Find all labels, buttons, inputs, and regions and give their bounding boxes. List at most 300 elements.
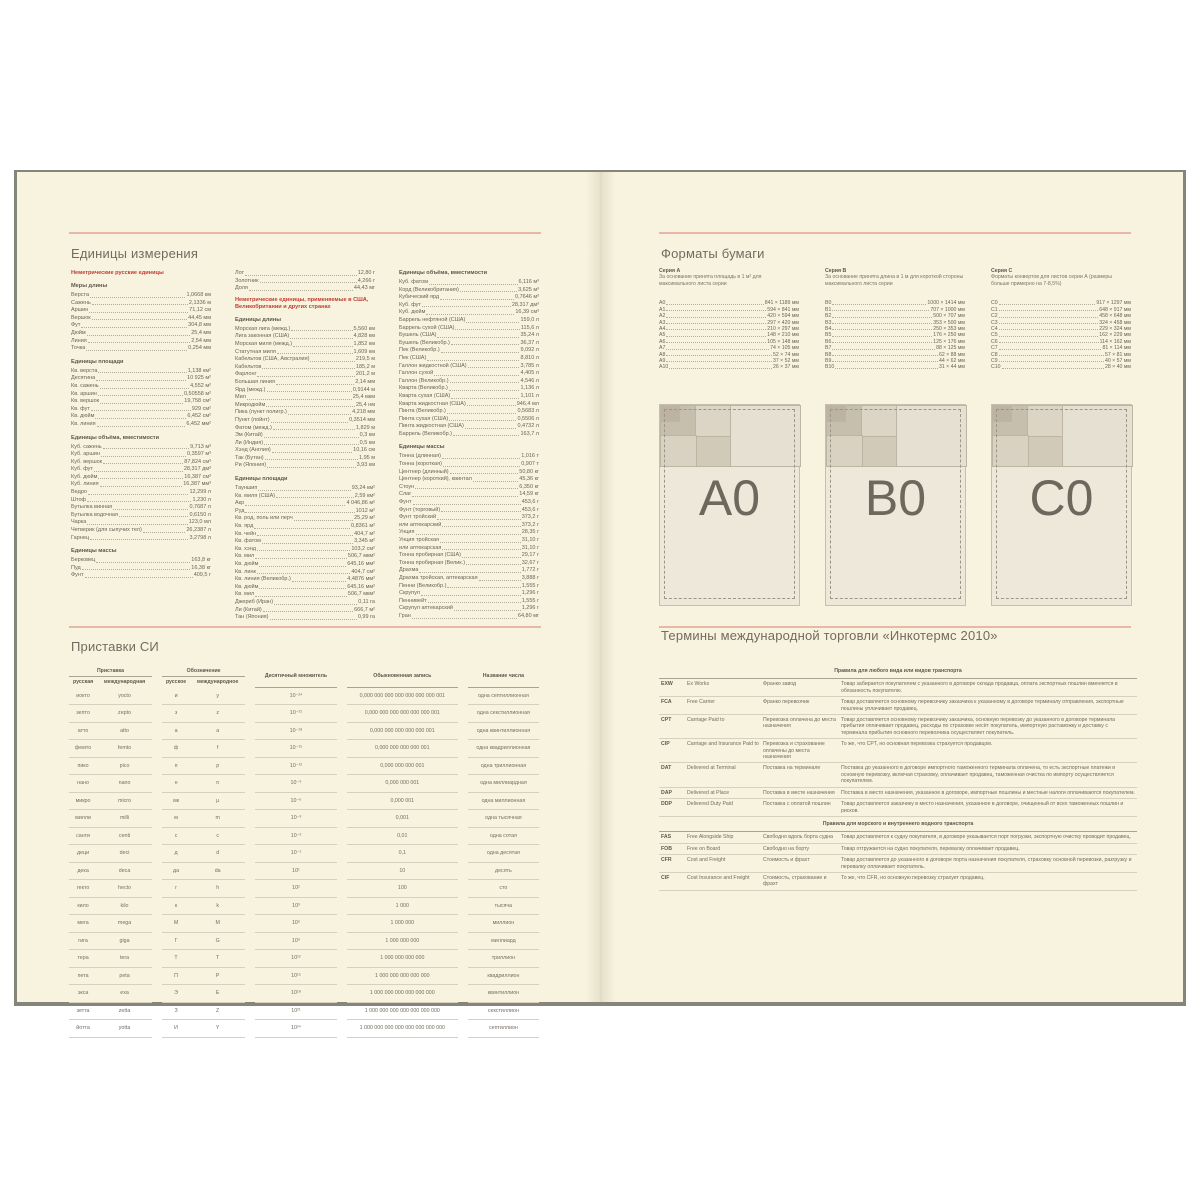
units-col2-heading: Неметрические единицы, применяемые в США, Великобритании и других странах bbox=[235, 296, 369, 310]
unit-row bbox=[399, 476, 539, 484]
unit-name: Большая линия bbox=[235, 378, 275, 385]
si-cell: deca bbox=[97, 862, 152, 880]
unit-value: 4,218 мм bbox=[352, 409, 375, 416]
unit-name: Фунт bbox=[71, 572, 84, 579]
si-gap bbox=[152, 810, 162, 828]
unit-name: или аптекарская bbox=[399, 544, 442, 551]
unit-value: 0,7646 м³ bbox=[515, 294, 539, 301]
unit-name: или аптекарский bbox=[399, 521, 442, 528]
dot-leader bbox=[254, 528, 350, 529]
si-cell: 1 000 bbox=[347, 897, 458, 915]
unit-row bbox=[235, 561, 375, 569]
si-gap bbox=[152, 985, 162, 1003]
unit-name: Кварта (Великобр.) bbox=[399, 385, 448, 392]
dot-leader bbox=[257, 550, 350, 551]
dot-leader bbox=[87, 335, 190, 336]
unit-name: C0 bbox=[991, 300, 998, 307]
unit-name: A3 bbox=[659, 319, 666, 326]
incoterm-russian: Поставка на терминале bbox=[761, 763, 839, 787]
incoterms-group-title: Правила для любого вида или видов транспорта bbox=[659, 664, 1137, 679]
unit-value: 1,136 л bbox=[520, 385, 539, 392]
si-gap bbox=[152, 950, 162, 968]
si-cell: yocto bbox=[97, 687, 152, 705]
dot-leader bbox=[999, 361, 1104, 362]
unit-name: Центнер (длинный) bbox=[399, 468, 449, 475]
si-cell: 10³ bbox=[255, 897, 337, 915]
dot-leader bbox=[455, 329, 519, 330]
unit-name: A10 bbox=[659, 364, 669, 371]
unit-value: 353 × 500 мм bbox=[933, 319, 965, 326]
dot-leader bbox=[100, 388, 189, 389]
si-cell: иокто bbox=[69, 687, 97, 705]
unit-row bbox=[399, 583, 539, 591]
si-cell: йотта bbox=[69, 1020, 97, 1038]
unit-name: Фут bbox=[71, 322, 81, 329]
unit-name: Лот bbox=[235, 270, 245, 276]
unit-name: Галлон жидкостной (США) bbox=[399, 362, 467, 369]
dot-leader bbox=[666, 361, 772, 362]
dot-leader bbox=[245, 505, 345, 506]
unit-name: Кв. вершок bbox=[71, 398, 100, 405]
si-cell: deci bbox=[97, 845, 152, 863]
si-cell: одна септиллионная bbox=[468, 687, 539, 705]
dot-leader bbox=[86, 350, 187, 351]
unit-value: 917 × 1297 мм bbox=[1096, 300, 1131, 307]
dot-leader bbox=[419, 572, 520, 573]
si-row bbox=[69, 792, 539, 810]
unit-name: Пеннивейт bbox=[399, 597, 427, 604]
unit-name: C4 bbox=[991, 326, 998, 333]
unit-value: 0,50558 м² bbox=[183, 390, 211, 397]
unit-row bbox=[71, 481, 211, 489]
unit-row bbox=[399, 461, 539, 469]
dot-leader bbox=[460, 291, 517, 292]
unit-row bbox=[71, 459, 211, 467]
si-cell: триллион bbox=[468, 950, 539, 968]
unit-row bbox=[71, 444, 211, 452]
si-cell: 0,000 000 001 bbox=[347, 775, 458, 793]
si-gap bbox=[337, 950, 347, 968]
unit-name: Верста bbox=[71, 292, 90, 298]
unit-row bbox=[399, 560, 539, 568]
si-cell: pico bbox=[97, 757, 152, 775]
si-gap bbox=[337, 880, 347, 898]
si-cell: П bbox=[162, 967, 190, 985]
unit-value: 163,8 кг bbox=[191, 557, 211, 564]
units-rule bbox=[69, 232, 541, 234]
si-gap bbox=[458, 862, 468, 880]
unit-name: Тан (Япония) bbox=[235, 614, 269, 621]
si-cell: 10⁻⁶ bbox=[255, 792, 337, 810]
si-row bbox=[69, 827, 539, 845]
si-cell: hecto bbox=[97, 880, 152, 898]
dot-leader bbox=[294, 520, 353, 521]
si-cell: Z bbox=[190, 1002, 245, 1020]
unit-name: C3 bbox=[991, 319, 998, 326]
dot-leader bbox=[479, 580, 521, 581]
si-gap bbox=[245, 862, 255, 880]
unit-name: Кварта сухая (США) bbox=[399, 392, 451, 399]
unit-row bbox=[399, 363, 539, 371]
unit-name: Лига законная (США) bbox=[235, 333, 290, 340]
si-cell: п bbox=[162, 757, 190, 775]
unit-value: 25,4 нм bbox=[355, 401, 375, 408]
unit-name: Корд (Великобритания) bbox=[399, 286, 459, 293]
unit-value: 0,11 га bbox=[358, 598, 375, 605]
si-cell: a bbox=[190, 722, 245, 740]
si-gap bbox=[152, 705, 162, 723]
unit-row bbox=[399, 385, 539, 393]
incoterm-code: DDP bbox=[659, 799, 685, 817]
unit-value: 4,552 м² bbox=[190, 382, 211, 389]
si-cell: 1 000 000 000 000 000 000 bbox=[347, 985, 458, 1003]
unit-row bbox=[235, 607, 375, 615]
unit-value: 2,1336 м bbox=[188, 299, 211, 306]
si-cell: M bbox=[190, 915, 245, 933]
unit-name: Кв. дюйм bbox=[235, 561, 259, 567]
si-cell: 0,1 bbox=[347, 845, 458, 863]
si-gap bbox=[458, 722, 468, 740]
dot-leader bbox=[450, 382, 520, 383]
unit-group-title: Единицы площади bbox=[235, 476, 288, 483]
dot-leader bbox=[428, 602, 521, 603]
unit-name: Кв. верста bbox=[71, 367, 98, 374]
incoterm-code: CPT bbox=[659, 715, 685, 739]
unit-value: 0,3514 мм bbox=[349, 416, 375, 423]
si-gap bbox=[245, 967, 255, 985]
unit-name: Слаг bbox=[399, 491, 412, 498]
unit-name: Драхма тройская, аптекарская bbox=[399, 574, 478, 581]
unit-group-title: Единицы объёма, вместимости bbox=[399, 270, 488, 276]
si-cell: гекто bbox=[69, 880, 97, 898]
dot-leader bbox=[437, 519, 521, 520]
dot-leader bbox=[447, 587, 520, 588]
dot-leader bbox=[443, 466, 520, 467]
unit-value: 5,560 км bbox=[353, 325, 375, 332]
si-cell: микро bbox=[69, 792, 97, 810]
unit-value: 57 × 81 мм bbox=[1104, 351, 1131, 358]
si-gap bbox=[152, 1002, 162, 1020]
si-cell: одна миллионная bbox=[468, 792, 539, 810]
dot-leader bbox=[91, 410, 191, 411]
si-cell: d bbox=[190, 845, 245, 863]
dot-leader bbox=[832, 349, 935, 350]
unit-value: 201,2 м bbox=[355, 371, 375, 378]
si-gap bbox=[458, 1002, 468, 1020]
unit-value: 304,8 мм bbox=[188, 322, 211, 329]
si-gap bbox=[245, 950, 255, 968]
incoterms-row bbox=[659, 832, 1137, 843]
unit-value: 4,266 г bbox=[357, 277, 375, 284]
unit-name: Статутная миля bbox=[235, 348, 276, 355]
dot-leader bbox=[669, 368, 772, 369]
incoterm-english: Carriage Paid to bbox=[685, 715, 761, 739]
unit-name: B8 bbox=[825, 351, 832, 358]
incoterm-russian: Перевозка и страхование оплачены до места назначения bbox=[761, 739, 839, 763]
si-gap bbox=[458, 915, 468, 933]
unit-row bbox=[71, 391, 211, 399]
unit-row bbox=[399, 453, 539, 461]
dot-leader bbox=[441, 352, 520, 353]
si-row bbox=[69, 1020, 539, 1038]
dot-leader bbox=[412, 496, 518, 497]
unit-row bbox=[71, 572, 211, 580]
si-header-multiplier: Десятичный множитель bbox=[255, 666, 337, 687]
unit-row bbox=[235, 523, 375, 531]
dot-leader bbox=[89, 312, 188, 313]
si-cell: да bbox=[162, 862, 190, 880]
unit-name: Мил bbox=[235, 394, 246, 401]
si-row bbox=[69, 862, 539, 880]
incoterm-russian: Перевозка оплачена до места назначения bbox=[761, 715, 839, 739]
unit-name: B4 bbox=[825, 326, 832, 333]
dot-leader bbox=[100, 486, 183, 487]
left-page bbox=[17, 172, 601, 1032]
si-row bbox=[69, 775, 539, 793]
unit-row bbox=[235, 591, 375, 599]
si-cell: 10²¹ bbox=[255, 1002, 337, 1020]
dot-leader bbox=[96, 380, 186, 381]
series-description: За основание принята длина в 1 м для короткой стороны максимального листа серии bbox=[825, 274, 964, 287]
si-cell: одна сотая bbox=[468, 827, 539, 845]
unit-name: B1 bbox=[825, 306, 832, 313]
unit-name: Куб. аршин bbox=[71, 451, 100, 458]
unit-value: 0,8361 м² bbox=[351, 523, 375, 530]
unit-name: Тонна пробирная (Велик.) bbox=[399, 559, 466, 566]
unit-row bbox=[235, 356, 375, 364]
unit-value: 594 × 841 мм bbox=[767, 306, 799, 313]
si-cell: y bbox=[190, 687, 245, 705]
dot-leader bbox=[85, 577, 193, 578]
unit-name: Кв. миля (США) bbox=[235, 492, 276, 499]
si-cell: 1 000 000 000 bbox=[347, 932, 458, 950]
si-cell: mega bbox=[97, 915, 152, 933]
dot-leader bbox=[293, 346, 352, 347]
unit-row bbox=[235, 333, 375, 341]
si-title: Приставки СИ bbox=[71, 639, 159, 654]
dot-leader bbox=[274, 604, 357, 605]
unit-row bbox=[235, 576, 375, 584]
unit-value: 841 × 1189 мм bbox=[764, 300, 799, 307]
si-cell: giga bbox=[97, 932, 152, 950]
si-cell: тысяча bbox=[468, 897, 539, 915]
si-cell: 10⁹ bbox=[255, 932, 337, 950]
dot-leader bbox=[416, 534, 521, 535]
incoterm-description: Товар доставляется до указанного в договоре порта назначения покупателя, страховку основной перевозки, разгрузку и перевалку оплачивает покупатель. bbox=[839, 855, 1137, 873]
dot-leader bbox=[465, 428, 517, 429]
unit-name: B6 bbox=[825, 338, 832, 345]
unit-value: 645,16 мм² bbox=[347, 583, 375, 590]
dot-leader bbox=[999, 323, 1099, 324]
dot-leader bbox=[264, 437, 359, 438]
unit-value: 324 × 458 мм bbox=[1099, 319, 1131, 326]
incoterm-description: То же, что CFR, но основную перевозку страхует продавец. bbox=[839, 872, 1137, 890]
incoterm-russian: Свободно на борту bbox=[761, 843, 839, 854]
unit-row bbox=[235, 387, 375, 395]
dot-leader bbox=[264, 444, 359, 445]
dot-leader bbox=[292, 581, 346, 582]
unit-value: 1,296 г bbox=[521, 605, 539, 612]
si-row bbox=[69, 932, 539, 950]
unit-row bbox=[71, 307, 211, 315]
si-rule bbox=[69, 626, 541, 628]
unit-group-title: Единицы массы bbox=[71, 548, 117, 555]
unit-value: 929 см² bbox=[191, 405, 211, 412]
dot-leader bbox=[267, 467, 356, 468]
unit-value: 9,092 л bbox=[520, 347, 539, 354]
unit-value: 453,6 г bbox=[521, 506, 539, 513]
dot-leader bbox=[999, 349, 1102, 350]
unit-row bbox=[659, 364, 799, 370]
units-title: Единицы измерения bbox=[71, 246, 199, 261]
unit-value: 16,38 кг bbox=[191, 564, 211, 571]
si-cell: 10⁻²⁴ bbox=[255, 687, 337, 705]
dot-leader bbox=[451, 344, 520, 345]
format-diagram-2 bbox=[991, 404, 1132, 606]
unit-name: Тонна (короткая) bbox=[399, 461, 442, 468]
unit-row bbox=[235, 278, 375, 286]
unit-value: 81 × 114 мм bbox=[1102, 345, 1131, 352]
unit-name: Центнер (короткий), квинтал bbox=[399, 476, 472, 483]
dot-leader bbox=[255, 596, 347, 597]
incoterm-russian: Франко завод bbox=[761, 679, 839, 697]
unit-row bbox=[235, 379, 375, 387]
unit-row bbox=[235, 599, 375, 607]
unit-row bbox=[235, 432, 375, 440]
si-cell: 0,000 000 000 000 000 001 bbox=[347, 722, 458, 740]
incoterm-code: CIP bbox=[659, 739, 685, 763]
dot-leader bbox=[103, 448, 189, 449]
dot-leader bbox=[449, 390, 520, 391]
dot-leader bbox=[259, 566, 346, 567]
dot-leader bbox=[442, 549, 520, 550]
unit-name: Дюйм bbox=[71, 329, 86, 336]
unit-name: Точка bbox=[71, 345, 86, 352]
unit-row bbox=[235, 485, 375, 493]
dot-leader bbox=[832, 336, 932, 337]
unit-row bbox=[399, 431, 539, 439]
unit-row bbox=[399, 514, 539, 522]
si-row bbox=[69, 740, 539, 758]
unit-value: 44,43 мг bbox=[353, 285, 375, 292]
paper-series-2 bbox=[991, 268, 1131, 371]
unit-row bbox=[825, 364, 965, 370]
dot-leader bbox=[88, 494, 189, 495]
dot-leader bbox=[82, 569, 191, 570]
unit-name: Ли (Индия) bbox=[235, 439, 264, 446]
unit-row bbox=[235, 455, 375, 463]
unit-value: 500 × 707 мм bbox=[933, 313, 965, 320]
unit-row bbox=[399, 575, 539, 583]
dot-leader bbox=[429, 284, 518, 285]
format-label: B0 bbox=[864, 470, 927, 526]
si-cell: н bbox=[162, 775, 190, 793]
unit-value: 19,758 см² bbox=[184, 398, 211, 405]
dot-leader bbox=[832, 329, 932, 330]
unit-value: 1,0668 км bbox=[186, 292, 211, 298]
unit-row bbox=[235, 500, 375, 508]
unit-value: 1,230 л bbox=[192, 496, 211, 503]
si-cell: G bbox=[190, 932, 245, 950]
si-cell: 1 000 000 bbox=[347, 915, 458, 933]
si-gap bbox=[152, 880, 162, 898]
unit-value: 31 × 44 мм bbox=[938, 364, 965, 371]
unit-name: Ли (Китай) bbox=[235, 606, 262, 613]
unit-row bbox=[399, 355, 539, 363]
si-gap bbox=[458, 845, 468, 863]
si-gap bbox=[245, 722, 255, 740]
si-cell: деци bbox=[69, 845, 97, 863]
unit-name: Доля bbox=[235, 285, 248, 292]
si-cell: 0,000 000 000 001 bbox=[347, 757, 458, 775]
si-cell: c bbox=[190, 827, 245, 845]
si-row bbox=[69, 915, 539, 933]
si-cell: И bbox=[162, 1020, 190, 1038]
si-cell: гига bbox=[69, 932, 97, 950]
unit-name: A6 bbox=[659, 338, 666, 345]
unit-name: Бутылка водочная bbox=[71, 511, 118, 518]
dot-leader bbox=[835, 368, 938, 369]
unit-name: Кв. фатом bbox=[235, 538, 261, 545]
dot-leader bbox=[95, 418, 186, 419]
incoterm-english: Ex Works bbox=[685, 679, 761, 697]
unit-row bbox=[991, 364, 1131, 370]
si-gap bbox=[458, 740, 468, 758]
unit-name: Четверик (для сыпучих тел) bbox=[71, 527, 142, 534]
si-gap bbox=[152, 827, 162, 845]
unit-name: B9 bbox=[825, 358, 832, 365]
units-col1-heading: Неметрические русские единицы bbox=[71, 270, 164, 276]
si-cell: da bbox=[190, 862, 245, 880]
si-cell: пико bbox=[69, 757, 97, 775]
si-row bbox=[69, 950, 539, 968]
unit-value: 1,138 км² bbox=[187, 367, 211, 374]
unit-row bbox=[71, 383, 211, 391]
unit-value: 404,7 м² bbox=[354, 530, 375, 537]
unit-value: 0,4732 л bbox=[517, 423, 539, 430]
incoterm-english: Cost Insurance and Freight bbox=[685, 872, 761, 890]
dot-leader bbox=[94, 471, 183, 472]
si-cell: зетта bbox=[69, 1002, 97, 1020]
dot-leader bbox=[258, 490, 350, 491]
unit-value: 14,59 кг bbox=[519, 491, 539, 498]
unit-row bbox=[71, 375, 211, 383]
unit-value: 28,317 дм³ bbox=[511, 301, 539, 308]
dot-leader bbox=[832, 342, 932, 343]
dot-leader bbox=[999, 310, 1099, 311]
unit-row bbox=[235, 371, 375, 379]
si-gap bbox=[245, 1020, 255, 1038]
unit-value: 420 × 594 мм bbox=[767, 313, 799, 320]
unit-value: 45,36 кг bbox=[519, 476, 539, 483]
si-cell: 0,000 000 000 000 001 bbox=[347, 740, 458, 758]
si-cell: tera bbox=[97, 950, 152, 968]
si-gap bbox=[245, 792, 255, 810]
unit-value: 0,7687 л bbox=[189, 504, 211, 511]
unit-name: C5 bbox=[991, 332, 998, 339]
unit-value: 1,95 м bbox=[358, 454, 375, 461]
unit-value: 28 × 40 мм bbox=[1104, 364, 1131, 371]
si-row bbox=[69, 985, 539, 1003]
si-cell: м bbox=[162, 810, 190, 828]
unit-value: 0,907 т bbox=[521, 461, 539, 468]
unit-row bbox=[399, 590, 539, 598]
unit-name: Руд bbox=[235, 507, 245, 514]
si-cell: экса bbox=[69, 985, 97, 1003]
unit-name: C1 bbox=[991, 306, 998, 313]
si-cell: 10¹² bbox=[255, 950, 337, 968]
format-diagram-0 bbox=[659, 404, 800, 606]
